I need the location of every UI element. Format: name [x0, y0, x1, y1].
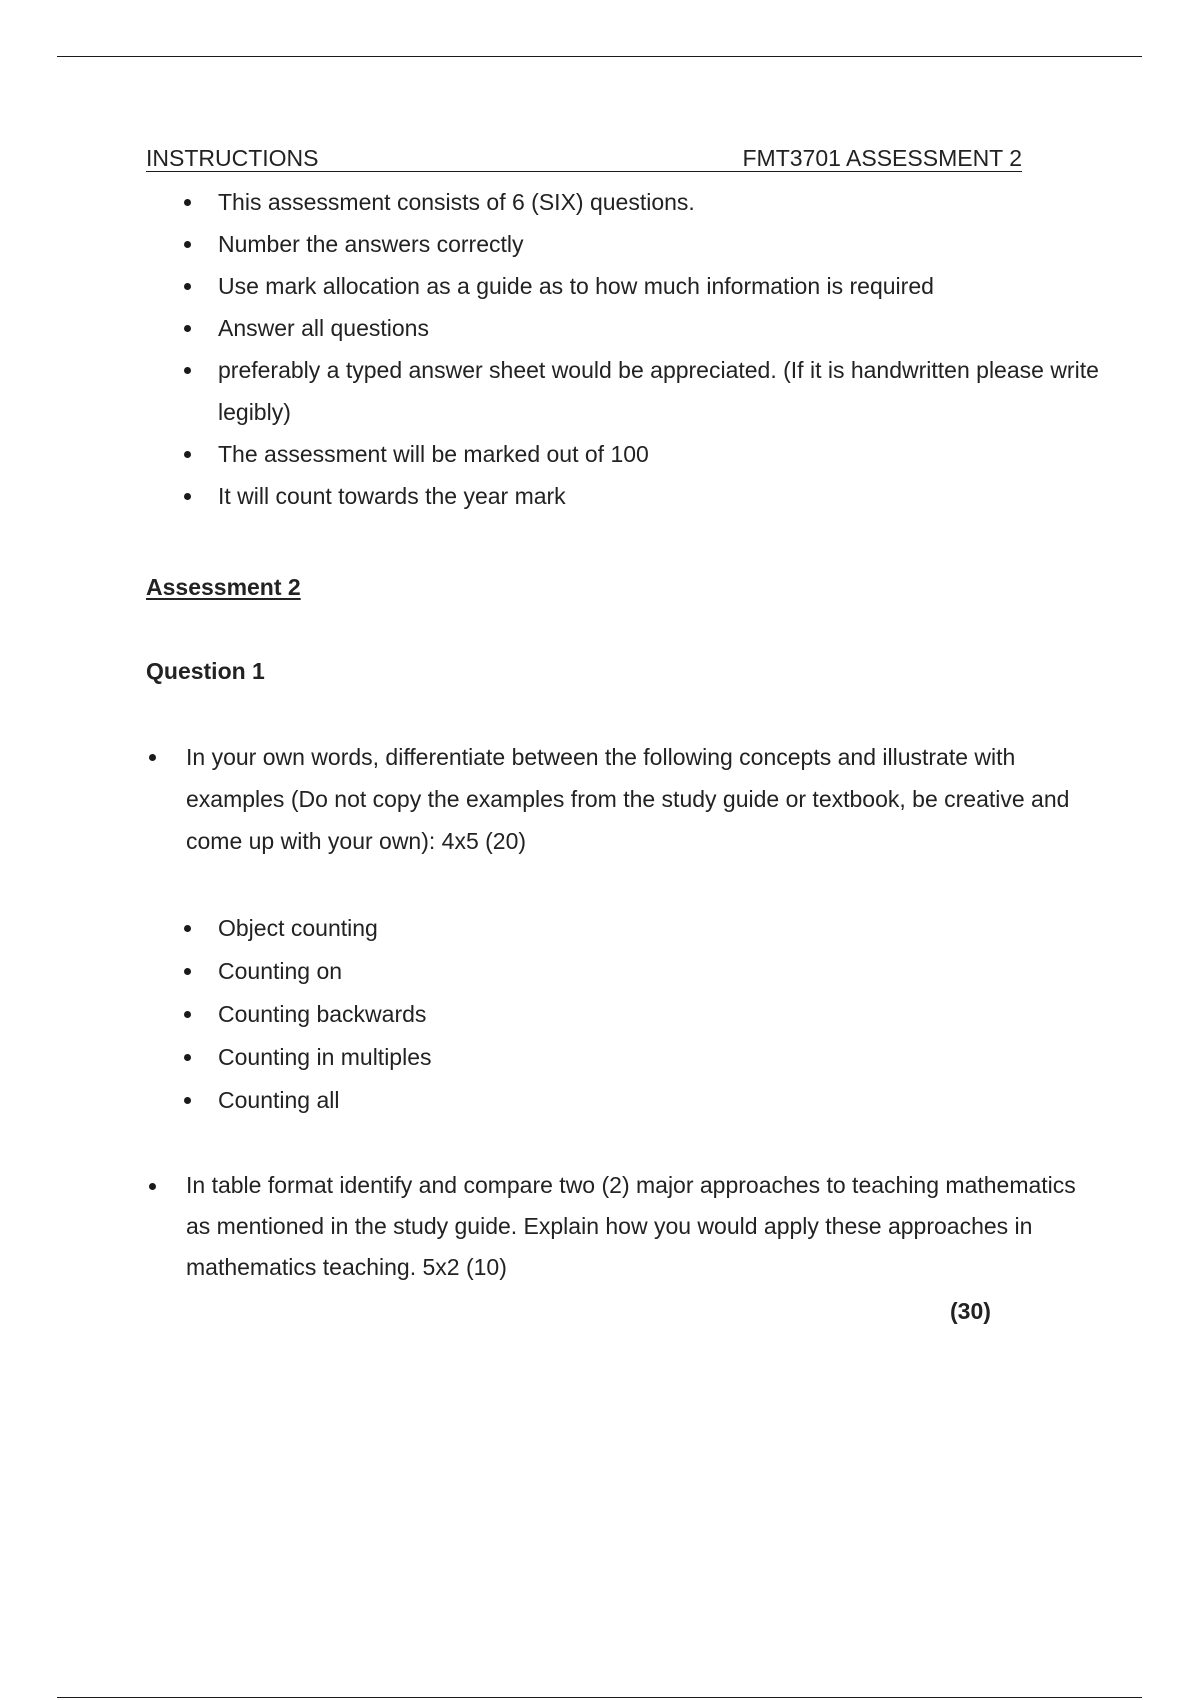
- bullet-icon: [184, 325, 191, 332]
- bullet-icon: [184, 367, 191, 374]
- header-course-code: FMT3701 ASSESSMENT 2: [742, 145, 1022, 171]
- question-item-list: [146, 736, 1106, 862]
- bullet-icon: [184, 493, 191, 500]
- bullet-icon: [184, 241, 191, 248]
- bullet-icon: [184, 1011, 191, 1018]
- bullet-icon: [149, 1183, 156, 1190]
- list-item: Use mark allocation as a guide as to how much information is required: [146, 265, 1106, 307]
- bullet-icon: [184, 925, 191, 932]
- list-item: This assessment consists of 6 (SIX) questions.: [146, 181, 1106, 223]
- list-item: Counting backwards: [146, 993, 846, 1036]
- question-item-list: [146, 1165, 1106, 1288]
- page-header: [146, 145, 1022, 172]
- list-item: Number the answers correctly: [146, 223, 1106, 265]
- total-marks: (30): [950, 1298, 991, 1324]
- concepts-list: [146, 907, 846, 1122]
- bullet-icon: [184, 968, 191, 975]
- header-instructions-label: INSTRUCTIONS: [146, 145, 319, 171]
- list-item: The assessment will be marked out of 100: [146, 433, 1106, 475]
- bullet-icon: [184, 283, 191, 290]
- bottom-rule: [57, 1697, 1142, 1698]
- list-item: Counting in multiples: [146, 1036, 846, 1079]
- bullet-icon: [184, 451, 191, 458]
- instructions-list: [146, 181, 1106, 517]
- bullet-icon: [184, 1097, 191, 1104]
- list-item: preferably a typed answer sheet would be appreciated. (If it is handwritten please write legibly): [146, 349, 1106, 433]
- list-item: Answer all questions: [146, 307, 1106, 349]
- bullet-icon: [184, 199, 191, 206]
- list-item: Object counting: [146, 907, 846, 950]
- question-item: In your own words, differentiate between the following concepts and illustrate with examples (Do not copy the examples from the study guide or textbook, be creative and come up with your own): 4x5 (20): [146, 736, 1106, 862]
- list-item: Counting all: [146, 1079, 846, 1122]
- list-item: It will count towards the year mark: [146, 475, 1106, 517]
- question-item: In table format identify and compare two (2) major approaches to teaching mathematics as mentioned in the study guide. Explain how you would apply these approaches in mathematics teaching. 5x2 (10): [146, 1165, 1106, 1288]
- bullet-icon: [184, 1054, 191, 1061]
- question-title: Question 1: [146, 658, 265, 684]
- list-item: Counting on: [146, 950, 846, 993]
- top-rule: [57, 56, 1142, 57]
- section-title: Assessment 2: [146, 574, 301, 600]
- bullet-icon: [149, 754, 156, 761]
